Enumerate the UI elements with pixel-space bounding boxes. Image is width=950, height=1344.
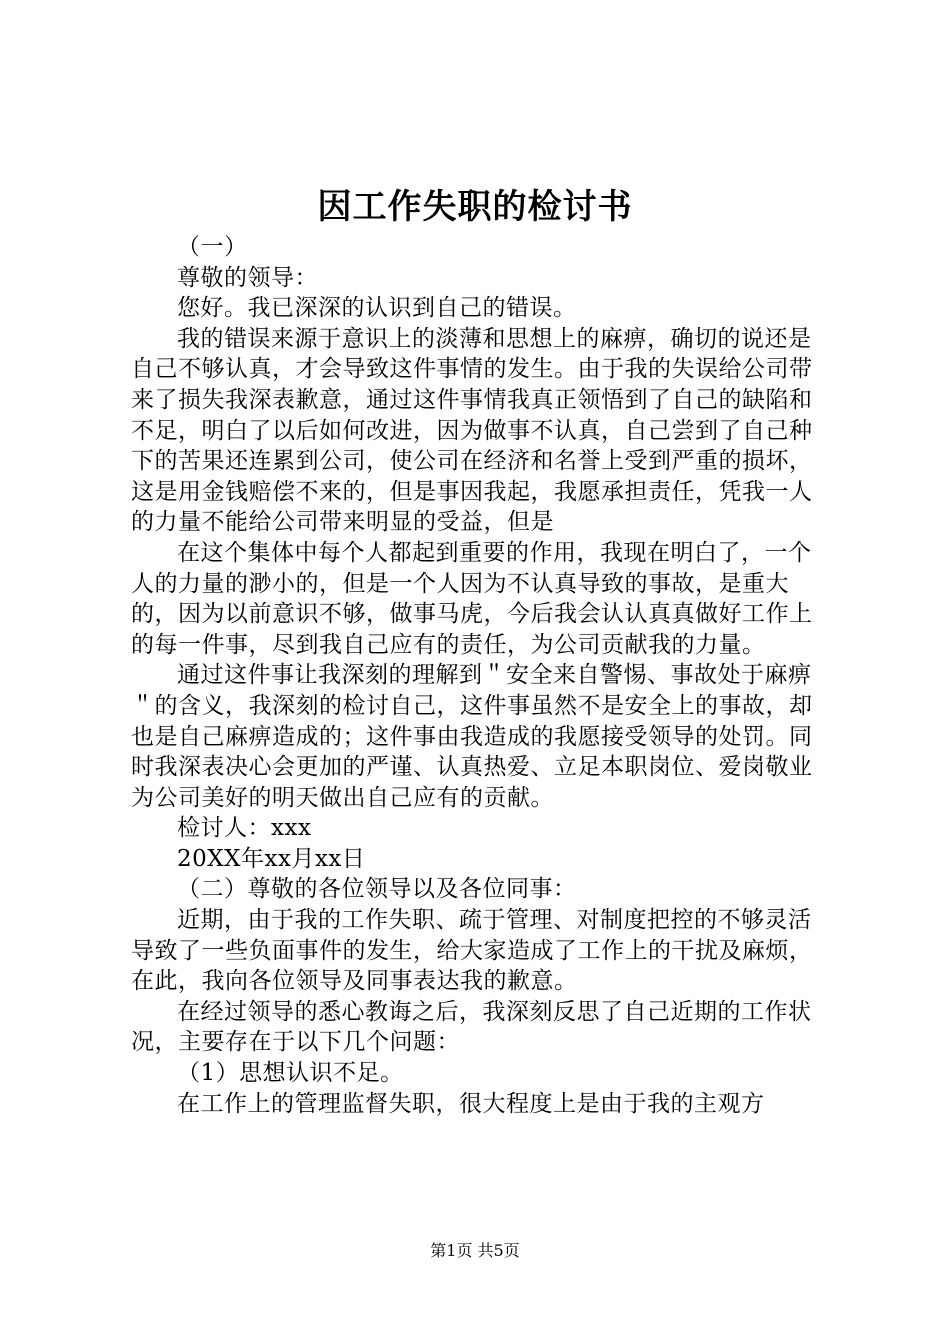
section-heading: （二）尊敬的各位领导以及各位同事： (177, 876, 577, 903)
body-paragraph: 我的错误来源于意识上的淡薄和思想上的麻痹，确切的说还是自己不够认真，才会导致这件事情的发生。由于我的失误给公司带来了损失我深表歉意，通过这件事情我真正领悟到了自己的缺陷和不足，明白了以后如何改进，因为做事不认真，自己尝到了自己种下的苦果还连累到公司，使公司在经济和名誉上受到严重的损坏，这是用金钱赔偿不来的，但是事因我起，我愿承担责任，凭我一人的力量不能给公司带来明显的受益，但是 (131, 325, 813, 536)
body-paragraph: 在经过领导的悉心教诲之后，我深刻反思了自己近期的工作状况，主要存在于以下几个问题： (131, 998, 812, 1056)
greeting-paragraph: 您好。我已深深的认识到自己的错误。 (177, 295, 577, 322)
signature-line: 检讨人：xxx (177, 815, 312, 842)
body-paragraph: 在工作上的管理监督失职，很大程度上是由于我的主观方 (177, 1090, 765, 1117)
date-line: 20XX年xx月xx日 (177, 845, 366, 872)
document-body (131, 232, 831, 1119)
page-number-footer: 第1页 共5页 (430, 1241, 520, 1260)
numbered-heading: （1）思想认识不足。 (177, 1060, 404, 1087)
section-marker: （一） (177, 234, 248, 260)
body-paragraph: 近期，由于我的工作失职、疏于管理、对制度把控的不够灵活导致了一些负面事件的发生，给大家造成了工作上的干扰及麻烦，在此，我向各位领导及同事表达我的歉意。 (131, 907, 813, 995)
document-title: 因工作失职的检讨书 (317, 187, 633, 227)
salutation: 尊敬的领导： (177, 264, 318, 291)
body-paragraph: 通过这件事让我深刻的理解到＂安全来自警惕、事故处于麻痹＂的含义，我深刻的检讨自己，这件事虽然不是安全上的事故，却也是自己麻痹造成的；这件事由我造成的我愿接受领导的处罚。同时我深表决心会更加的严谨、认真热爱、立足本职岗位、爱岗敬业为公司美好的明天做出自己应有的贡献。 (131, 662, 813, 811)
body-paragraph: 在这个集体中每个人都起到重要的作用，我现在明白了，一个人的力量的渺小的，但是一个人因为不认真导致的事故，是重大的，因为以前意识不够，做事马虎，今后我会认认真真做好工作上的每一件事，尽到我自己应有的责任，为公司贡献我的力量。 (131, 539, 813, 658)
